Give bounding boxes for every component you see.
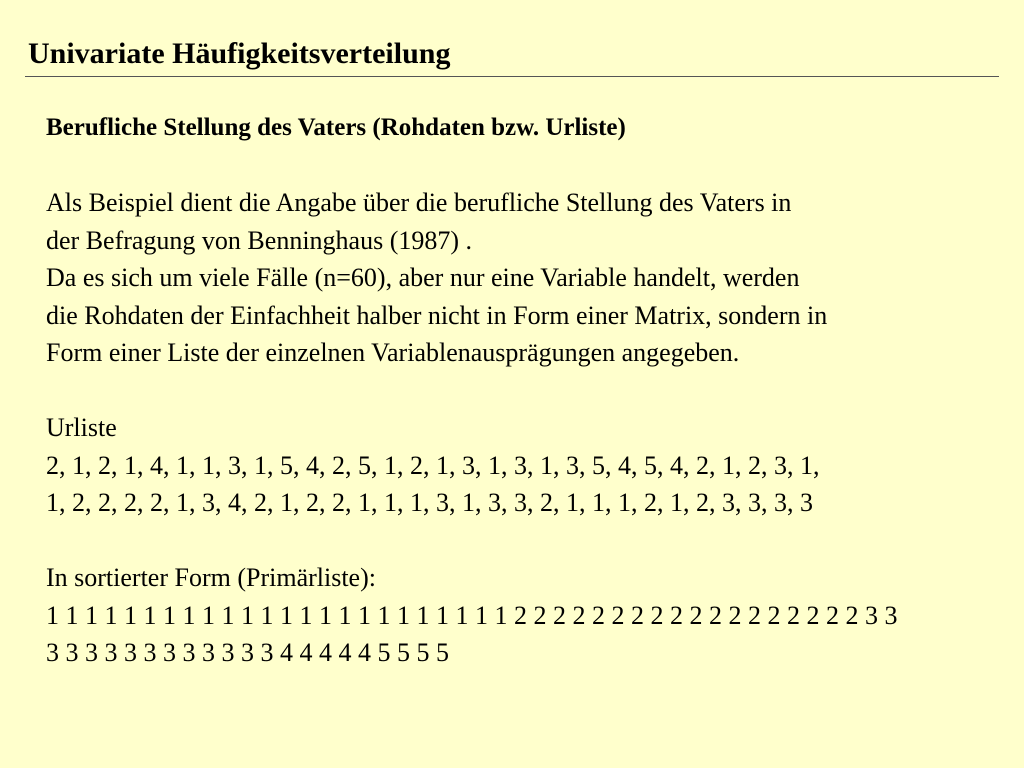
sorted-values-line: 1 1 1 1 1 1 1 1 1 1 1 1 1 1 1 1 1 1 1 1 1 1 1 1 2 2 2 2 2 2 2 2 2 2 2 2 2 2 2 2 2 2 3 3 — [46, 600, 898, 630]
spacer — [46, 147, 1006, 185]
spacer — [46, 522, 1006, 560]
intro-line: Da es sich um viele Fälle (n=60), aber nur eine Variable handelt, werden — [46, 263, 800, 292]
spacer — [46, 372, 1006, 410]
sorted-label: In sortierter Form (Primärliste): — [46, 563, 376, 592]
urliste-section — [46, 409, 1006, 522]
sorted-values-line: 3 3 3 3 3 3 3 3 3 3 3 3 4 4 4 4 4 5 5 5 5 — [46, 638, 449, 667]
sorted-section — [46, 559, 1006, 672]
urliste-label: Urliste — [46, 413, 117, 442]
title-divider — [25, 76, 999, 77]
intro-line: die Rohdaten der Einfachheit halber nicht in Form einer Matrix, sondern in — [46, 300, 828, 330]
slide-title: Univariate Häufigkeitsverteilung — [28, 37, 451, 70]
urliste-values-line: 2, 1, 2, 1, 4, 1, 1, 3, 1, 5, 4, 2, 5, 1, 2, 1, 3, 1, 3, 1, 3, 5, 4, 5, 4, 2, 1, 2, 3, 1, — [46, 450, 820, 480]
intro-paragraph — [46, 184, 1006, 372]
urliste-values-line: 1, 2, 2, 2, 2, 1, 3, 4, 2, 1, 2, 2, 1, 1, 1, 3, 1, 3, 3, 2, 1, 1, 1, 2, 1, 2, 3, 3, 3, 3 — [46, 488, 813, 517]
intro-line: der Befragung von Benninghaus (1987) . — [46, 225, 473, 255]
intro-line: Als Beispiel dient die Angabe über die berufliche Stellung des Vaters in — [46, 188, 792, 217]
slide-content — [46, 109, 1006, 672]
intro-line: Form einer Liste der einzelnen Variablenausprägungen angegeben. — [46, 338, 740, 367]
section-heading: Berufliche Stellung des Vaters (Rohdaten bzw. Urliste) — [46, 114, 626, 141]
